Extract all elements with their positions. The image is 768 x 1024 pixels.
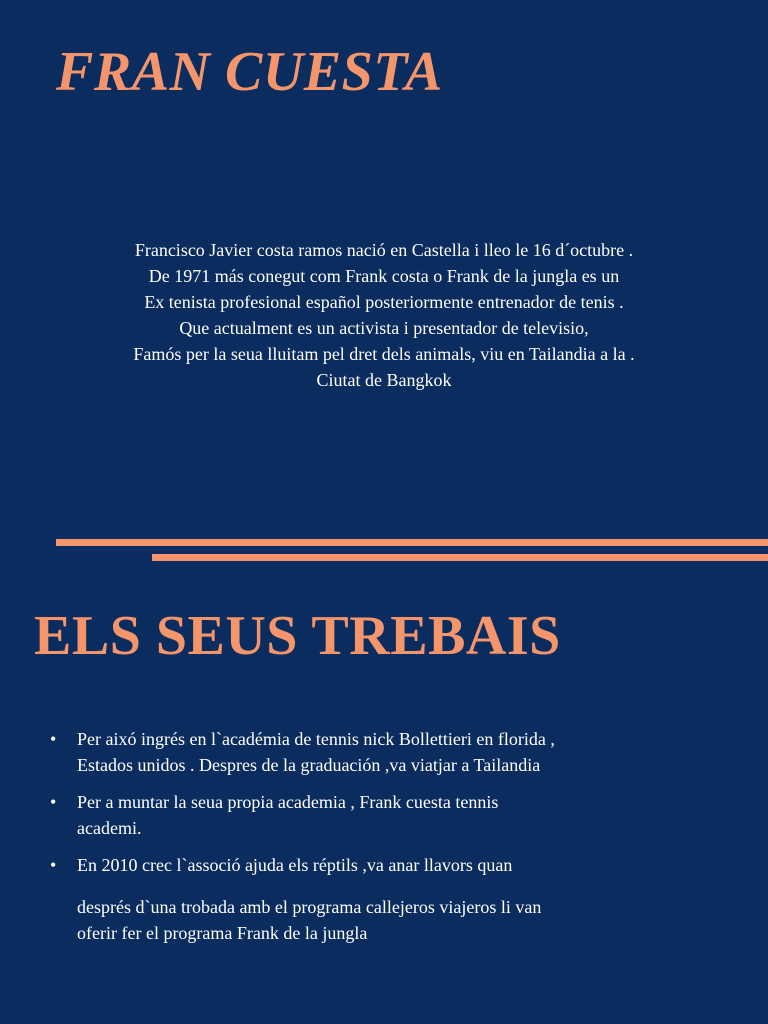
bullet-line: després d`una trobada amb el programa callejeros viajeros li van [77,897,542,917]
bullet-line: oferir fer el programa Frank de la jungla [77,923,368,943]
bio-line: Ciutat de Bangkok [316,370,452,390]
list-item [46,852,746,946]
bullet-continuation [77,894,746,946]
slide-2 [0,512,768,1024]
bullet-line: Per aixó ingrés en l`académia de tennis nick Bollettieri en florida , [77,729,555,749]
decorative-rule-bottom [152,554,768,561]
bullet-line: academi. [77,818,142,838]
slide-title: FRAN CUESTA [56,41,443,103]
bio-paragraph [20,237,748,393]
bullet-line: Estados unidos . Despres de la graduación ,va viatjar a Tailandia [77,755,541,775]
bullet-list [46,726,746,957]
bio-line: Famós per la seua lluitam pel dret dels animals, viu en Tailandia a la . [133,344,635,364]
bio-line: De 1971 más conegut com Frank costa o Frank de la jungla es un [148,266,620,286]
bullet-line: En 2010 crec l`associó ajuda els réptils ,va anar llavors quan [77,855,513,875]
bio-line: Que actualment es un activista i presentador de televisio, [179,318,589,338]
list-item [46,726,746,778]
bio-line: Francisco Javier costa ramos nació en Castella i lleo le 16 d´octubre . [134,240,634,260]
bullet-icon: • [50,729,57,749]
bullet-icon: • [50,855,57,875]
decorative-rule-top [56,539,768,546]
bullet-icon: • [50,792,57,812]
slide-title: ELS SEUS TREBAIS [34,605,561,667]
list-item [46,789,746,841]
bio-line: Ex tenista profesional español posteriormente entrenador de tenis . [144,292,624,312]
bullet-line: Per a muntar la seua propia academia , Frank cuesta tennis [77,792,499,812]
